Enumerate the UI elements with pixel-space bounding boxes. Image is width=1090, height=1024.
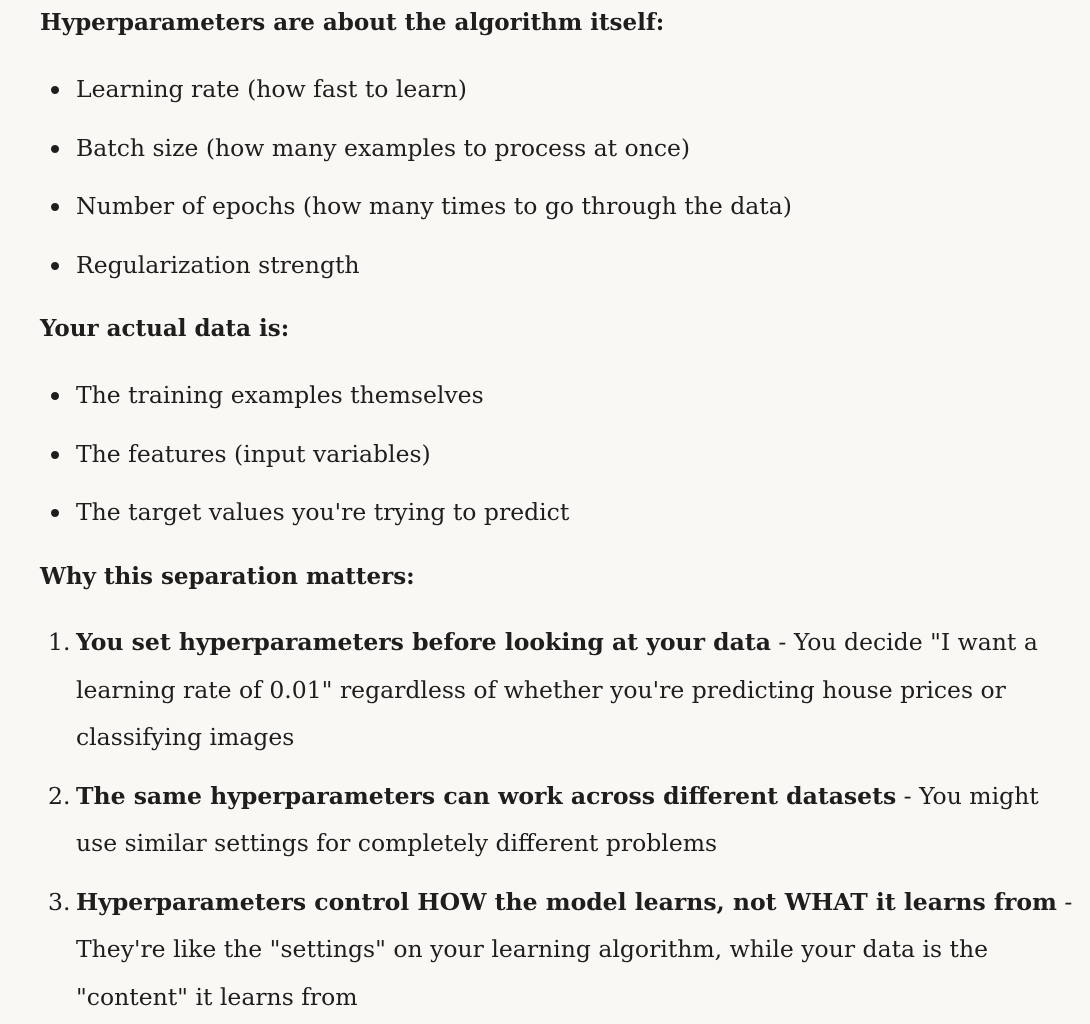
list-item: The target values you're trying to predict <box>40 497 569 556</box>
bullet-icon <box>51 509 59 517</box>
numbered-item-2: 2. The same hyperparameters can work across different datasets - You might use similar settings for completely different problems <box>48 781 1039 857</box>
hyperparameters-list <box>40 74 792 308</box>
list-item: The features (input variables) <box>40 439 569 498</box>
bullet-icon <box>51 145 59 153</box>
list-item: The training examples themselves <box>40 380 569 439</box>
numbered-item-1: 1. You set hyperparameters before looking at your data - You decide "I want a learning rate of 0.01" regardless of whether you're predicting house prices or classifying images <box>48 628 1038 751</box>
bullet-icon <box>51 392 59 400</box>
list-item: Batch size (how many examples to process at once) <box>40 133 792 192</box>
bullet-icon <box>51 203 59 211</box>
actual-data-list <box>40 380 569 556</box>
bullet-icon <box>51 451 59 459</box>
section-heading-why-separation: Why this separation matters: <box>40 563 415 590</box>
why-separation-list <box>40 619 1086 1021</box>
section-heading-actual-data: Your actual data is: <box>40 315 290 342</box>
list-item: Number of epochs (how many times to go through the data) <box>40 191 792 250</box>
bullet-icon <box>51 86 59 94</box>
list-item: Learning rate (how fast to learn) <box>40 74 792 133</box>
bullet-icon <box>51 262 59 270</box>
section-heading-hyperparameters: Hyperparameters are about the algorithm itself: <box>40 9 665 36</box>
numbered-item-3: 3. Hyperparameters control HOW the model learns, not WHAT it learns from - They're like the "settings" on your learning algorithm, while your data is the "content" it learns from <box>48 887 1073 1011</box>
list-item: Regularization strength <box>40 250 792 309</box>
